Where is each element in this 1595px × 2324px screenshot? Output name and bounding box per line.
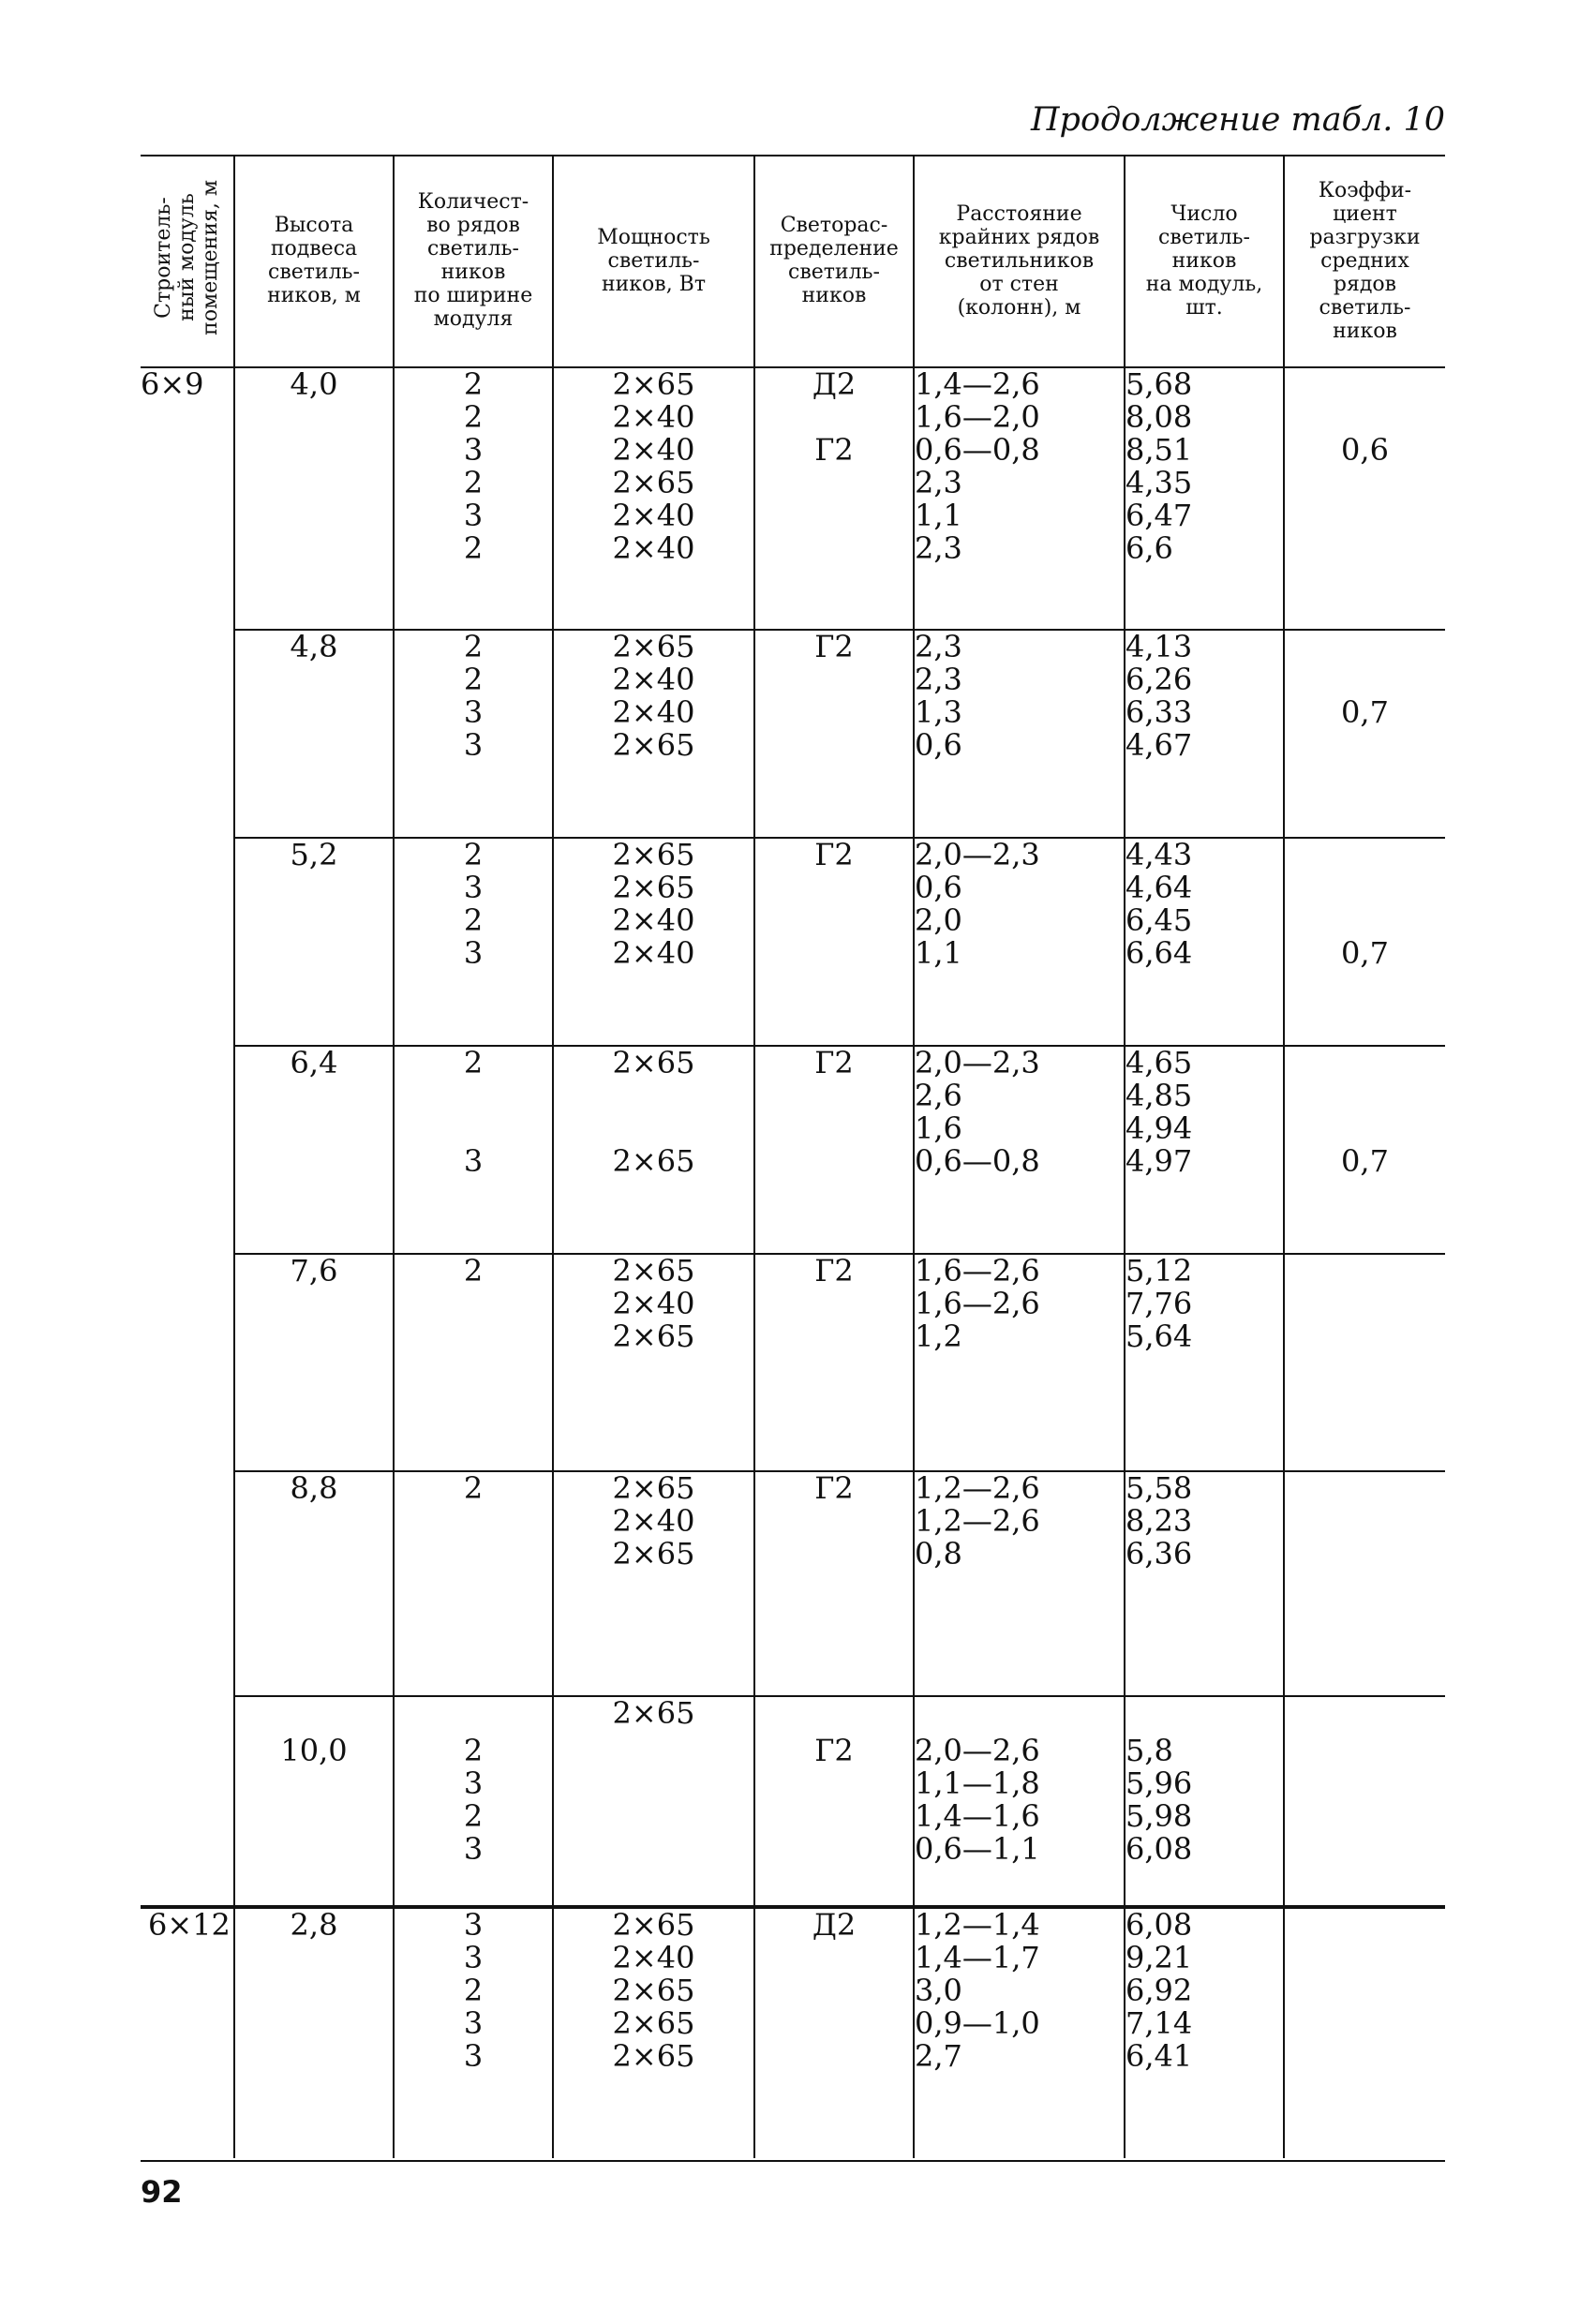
table-row <box>141 1696 1445 1907</box>
distance-cell: 1,4—2,6 1,6—2,0 0,6—0,8 2,3 1,1 2,3 <box>914 367 1125 630</box>
coef-cell <box>1284 1471 1445 1696</box>
count-cell: 5,12 7,76 5,64 <box>1125 1254 1284 1471</box>
header-coefficient: Коэффи- циент разгрузки средних рядов светиль- ников <box>1284 155 1445 367</box>
count-cell: 4,13 6,26 6,33 4,67 <box>1125 630 1284 838</box>
coef-cell <box>1284 1696 1445 1907</box>
header-row <box>141 155 1445 367</box>
height-cell: 7,6 <box>234 1254 394 1471</box>
coef-cell: 0,7 <box>1284 630 1445 838</box>
count-cell: 4,65 4,85 4,94 4,97 <box>1125 1046 1284 1254</box>
power-cell: 2×65 2×65 2×40 2×40 <box>553 838 754 1046</box>
coef-cell: 0,7 <box>1284 838 1445 1046</box>
distance-cell: 2,0—2,3 2,6 1,6 0,6—0,8 <box>914 1046 1125 1254</box>
coef-cell <box>1284 1907 1445 2158</box>
distance-cell: 2,0—2,6 1,1—1,8 1,4—1,6 0,6—1,1 <box>914 1696 1125 1907</box>
rows-cell: 2 <box>394 1254 553 1471</box>
header-count: Число светиль- ников на модуль, шт. <box>1125 155 1284 367</box>
distance-cell: 1,2—2,6 1,2—2,6 0,8 <box>914 1471 1125 1696</box>
light-cell: Г2 <box>754 1254 914 1471</box>
rows-cell: 2 <box>394 1471 553 1696</box>
header-rows: Количест- во рядов светиль- ников по ширине модуля <box>394 155 553 367</box>
table-row <box>141 630 1445 838</box>
power-cell: 2×65 2×40 2×65 <box>553 1254 754 1471</box>
rows-cell: 2 2 3 3 <box>394 630 553 838</box>
header-distance: Расстояние крайних рядов светильников от стен (колонн), м <box>914 155 1125 367</box>
table-continuation-caption: Продолжение табл. 10 <box>1031 101 1445 139</box>
height-cell: 5,2 <box>234 838 394 1046</box>
table-row <box>141 1907 1445 2158</box>
count-cell: 5,68 8,08 8,51 4,35 6,47 6,6 <box>1125 367 1284 630</box>
table-row <box>141 1471 1445 1696</box>
light-cell: Г2 <box>754 838 914 1046</box>
height-cell: 4,0 <box>234 367 394 630</box>
light-cell: Д2 <box>754 1907 914 2158</box>
power-cell: 2×65 2×40 2×40 2×65 2×40 2×40 <box>553 367 754 630</box>
table-row <box>141 367 1445 630</box>
table-row <box>141 1046 1445 1254</box>
count-cell: 6,08 9,21 6,92 7,14 6,41 <box>1125 1907 1284 2158</box>
light-cell: Д2 Г2 <box>754 367 914 630</box>
bottom-rule <box>141 2160 1445 2162</box>
power-cell: 2×65 2×40 2×40 2×65 <box>553 630 754 838</box>
header-power: Мощность светиль- ников, Вт <box>553 155 754 367</box>
light-cell: Г2 <box>754 1046 914 1254</box>
height-cell: 2,8 <box>234 1907 394 2158</box>
height-cell: 10,0 <box>234 1696 394 1907</box>
coef-cell: 0,7 <box>1284 1046 1445 1254</box>
count-cell: 5,58 8,23 6,36 <box>1125 1471 1284 1696</box>
data-table-region <box>141 155 1445 2151</box>
rows-cell: 3 3 2 3 3 <box>394 1907 553 2158</box>
table-row <box>141 838 1445 1046</box>
count-cell: 5,8 5,96 5,98 6,08 <box>1125 1696 1284 1907</box>
table-row <box>141 1254 1445 1471</box>
header-light-distribution: Светорас- пределение светиль- ников <box>754 155 914 367</box>
distance-cell: 2,0—2,3 0,6 2,0 1,1 <box>914 838 1125 1046</box>
light-cell: Г2 <box>754 630 914 838</box>
coef-cell: 0,6 <box>1284 367 1445 630</box>
header-height: Высота подвеса светиль- ников, м <box>234 155 394 367</box>
height-cell: 6,4 <box>234 1046 394 1254</box>
height-cell: 8,8 <box>234 1471 394 1696</box>
power-cell: 2×65 2×40 2×65 <box>553 1471 754 1696</box>
page-number: 92 <box>141 2174 183 2210</box>
coef-cell <box>1284 1254 1445 1471</box>
lighting-table <box>141 155 1445 2158</box>
header-module: Строитель- ный модуль помещения, м <box>141 155 234 367</box>
rows-cell: 2 3 2 3 <box>394 838 553 1046</box>
height-cell: 4,8 <box>234 630 394 838</box>
rows-cell: 2 3 <box>394 1046 553 1254</box>
rows-cell: 2 3 2 3 <box>394 1696 553 1907</box>
rows-cell: 2 2 3 2 3 2 <box>394 367 553 630</box>
power-cell: 2×65 2×65 <box>553 1046 754 1254</box>
count-cell: 4,43 4,64 6,45 6,64 <box>1125 838 1284 1046</box>
power-cell: 2×65 2×40 2×65 2×65 2×65 <box>553 1907 754 2158</box>
distance-cell: 1,6—2,6 1,6—2,6 1,2 <box>914 1254 1125 1471</box>
light-cell: Г2 <box>754 1471 914 1696</box>
distance-cell: 2,3 2,3 1,3 0,6 <box>914 630 1125 838</box>
distance-cell: 1,2—1,4 1,4—1,7 3,0 0,9—1,0 2,7 <box>914 1907 1125 2158</box>
light-cell: Г2 <box>754 1696 914 1907</box>
power-cell: 2×65 <box>553 1696 754 1907</box>
module-cell: 6×9 <box>141 366 204 402</box>
module-cell: 6×12 <box>141 1907 234 2158</box>
